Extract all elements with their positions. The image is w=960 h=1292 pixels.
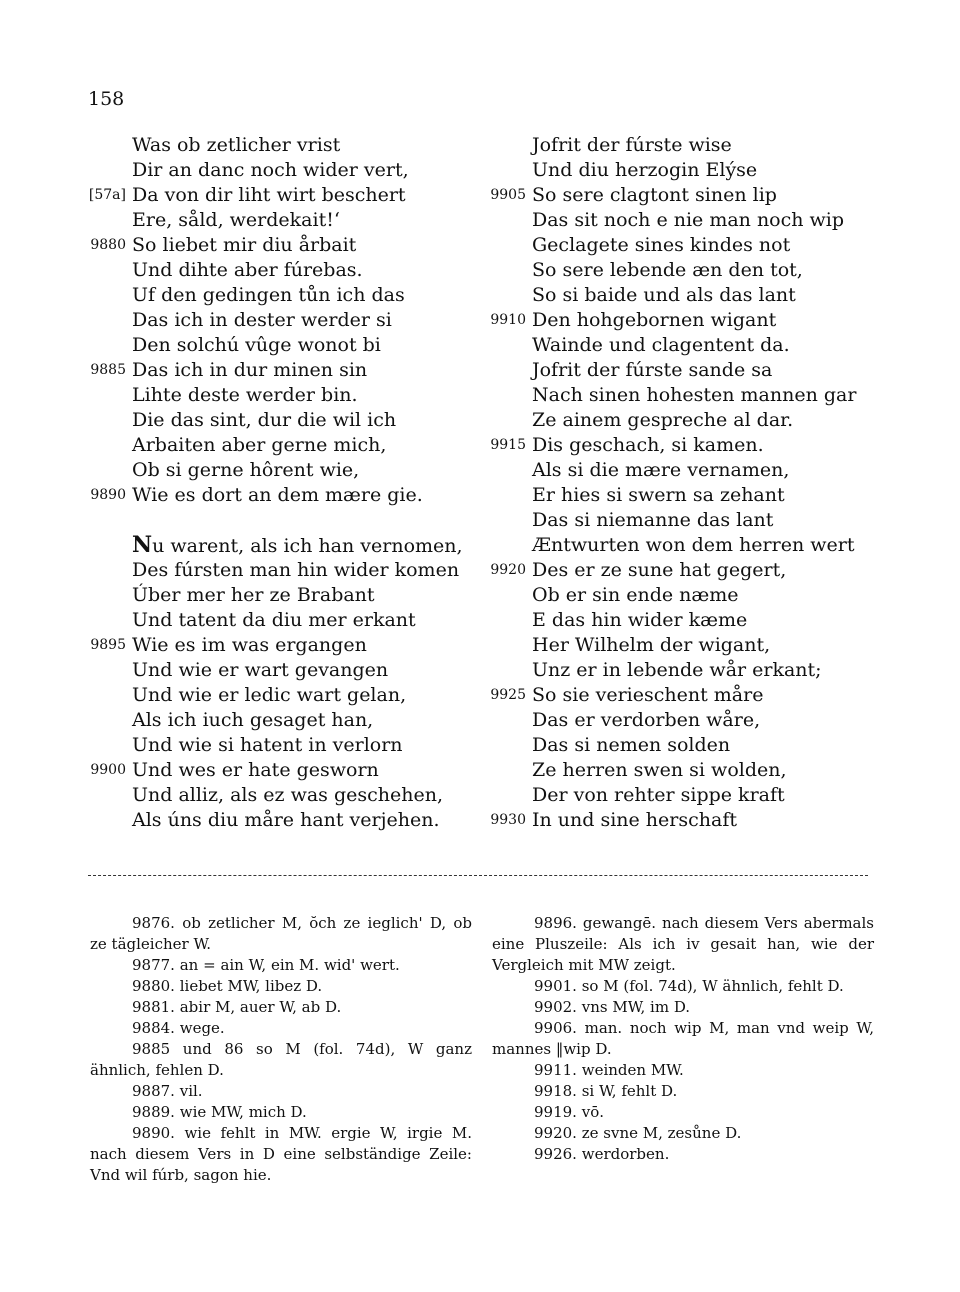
verse-text: Ere, såld, werdekait!‘ xyxy=(132,209,340,231)
verse-text: In und sine herschaft xyxy=(532,809,737,831)
verse-line xyxy=(80,608,480,633)
verse-line xyxy=(480,308,880,333)
footnote-ref: 9906. xyxy=(534,1019,577,1037)
footnote xyxy=(492,1123,874,1144)
verse-text: Wainde und clagentent da. xyxy=(532,334,790,356)
verse-text: E das hin wider kæme xyxy=(532,609,748,631)
verse-line xyxy=(80,258,480,283)
footnote-ref: 9881. xyxy=(132,998,175,1016)
verse-text: Und tatent da diu mer erkant xyxy=(132,609,416,631)
verse-line xyxy=(480,133,880,158)
verse-text: Und wie er ledic wart gelan, xyxy=(132,684,407,706)
line-number: 9920 xyxy=(490,562,526,578)
verse-line xyxy=(80,583,480,608)
verse-line xyxy=(80,633,480,658)
footnote-text: si W, fehlt D. xyxy=(581,1082,678,1100)
footnote-ref: 9911. xyxy=(534,1061,577,1079)
footnote-ref: 9902. xyxy=(534,998,577,1016)
footnote xyxy=(492,976,874,997)
verse-line xyxy=(480,658,880,683)
verse-line xyxy=(80,808,480,833)
verse-text: Was ob zetlicher vrist xyxy=(132,134,341,156)
verse-text: So sie verieschent måre xyxy=(532,684,764,706)
footnote-ref: 9920. xyxy=(534,1124,577,1142)
line-number: 9885 xyxy=(90,362,126,378)
verse-line xyxy=(80,283,480,308)
verse-line xyxy=(80,308,480,333)
verse-line xyxy=(80,433,480,458)
verse-text: Das sit noch e nie man noch wip xyxy=(532,209,845,231)
verse-text: Dis geschach, si kamen. xyxy=(532,434,764,456)
footnote-ref: 9896. xyxy=(534,914,577,932)
initial-letter: N xyxy=(132,532,153,558)
line-number: 9915 xyxy=(490,437,526,453)
verse-line xyxy=(480,433,880,458)
footnote-text: und 86 so M (fol. 74d), W ganz ähnlich, fehlen D. xyxy=(90,1040,472,1079)
verse-text: Und alliz, als ez was geschehen, xyxy=(132,784,444,806)
footnote xyxy=(492,1060,874,1081)
verse-text: u warent, als ich han vernomen, xyxy=(152,535,463,557)
verse-line xyxy=(480,758,880,783)
verse-line xyxy=(80,508,480,533)
verse-text: Ze ainem gespreche al dar. xyxy=(532,409,794,431)
line-number: [57a] xyxy=(88,187,126,203)
verse-text: Geclagete sines kindes not xyxy=(532,234,791,256)
verse-line xyxy=(480,158,880,183)
verse-text: Da von dir liht wirt beschert xyxy=(132,184,406,206)
footnote-ref: 9919. xyxy=(534,1103,577,1121)
footnote-text: gewangē. nach diesem Vers abermals eine Pluszeile: Als ich iv gesait han, wie der Vergleich mit MW zeigt. xyxy=(492,914,874,974)
footnote xyxy=(492,997,874,1018)
footnote-text: so M (fol. 74d), W ähnlich, fehlt D. xyxy=(581,977,844,995)
verse-line xyxy=(80,683,480,708)
verse-text: Ob er sin ende næme xyxy=(532,584,739,606)
footnote-text: abir M, auer W, ab D. xyxy=(179,998,342,1016)
verse-line xyxy=(480,783,880,808)
verse-text: Wie es dort an dem mære gie. xyxy=(132,484,423,506)
verse-text: Ob si gerne hôrent wie, xyxy=(132,459,360,481)
verse-text: Und dihte aber fúrebas. xyxy=(132,259,363,281)
footnote xyxy=(90,1039,472,1081)
verse-text: Als ich iuch gesaget han, xyxy=(132,709,374,731)
footnote xyxy=(90,1123,472,1186)
footnotes-right xyxy=(492,913,874,1165)
footnote-ref: 9885 xyxy=(132,1040,171,1058)
footnote-text: liebet MW, libez D. xyxy=(179,977,323,995)
verse-text: Als úns diu måre hant verjehen. xyxy=(132,809,440,831)
footnote-ref: 9880. xyxy=(132,977,175,995)
verse-line xyxy=(480,508,880,533)
footnote-text: weinden MW. xyxy=(581,1061,684,1079)
verse-line xyxy=(80,133,480,158)
verse-line xyxy=(80,483,480,508)
verse-line xyxy=(480,633,880,658)
verse-text: Und wie er wart gevangen xyxy=(132,659,389,681)
verse-text: Das er verdorben wåre, xyxy=(532,709,761,731)
verse-line xyxy=(80,558,480,583)
footnote xyxy=(90,1102,472,1123)
verse-line xyxy=(80,358,480,383)
verse-text-with-initial xyxy=(132,533,463,559)
verse-line xyxy=(80,533,480,558)
footnote-ref: 9901. xyxy=(534,977,577,995)
verse-line xyxy=(80,208,480,233)
verse-text: Das si niemanne das lant xyxy=(532,509,774,531)
verse-line xyxy=(480,383,880,408)
verse-text: Und wie si hatent in verlorn xyxy=(132,734,403,756)
footnote xyxy=(90,1081,472,1102)
verse-text: Dir an danc noch wider vert, xyxy=(132,159,409,181)
verse-line xyxy=(80,783,480,808)
verse-line xyxy=(80,233,480,258)
footnote xyxy=(492,1102,874,1123)
footnote xyxy=(90,997,472,1018)
verse-text: Als si die mære vernamen, xyxy=(532,459,790,481)
verse-line xyxy=(480,233,880,258)
verse-line xyxy=(480,358,880,383)
verse-text: Und wes er hate gesworn xyxy=(132,759,379,781)
verse-line xyxy=(480,683,880,708)
footnote-ref: 9890. xyxy=(132,1124,175,1142)
footnote xyxy=(90,913,472,955)
verse-text: Das si nemen solden xyxy=(532,734,731,756)
verse-text: Das ich in dur minen sin xyxy=(132,359,368,381)
verse-text: Wie es im was ergangen xyxy=(132,634,367,656)
verse-line xyxy=(480,258,880,283)
footnote-text: an = ain W, ein M. wid' wert. xyxy=(179,956,400,974)
verse-line xyxy=(480,708,880,733)
verse-text: Ze herren swen si wolden, xyxy=(532,759,787,781)
verse-text: So sere lebende æn den tot, xyxy=(532,259,803,281)
verse-line xyxy=(480,208,880,233)
verse-line xyxy=(80,333,480,358)
verse-text: Æntwurten won dem herren wert xyxy=(532,534,855,556)
line-number: 9930 xyxy=(490,812,526,828)
line-number: 9905 xyxy=(490,187,526,203)
footnote xyxy=(492,1018,874,1060)
verse-text: Arbaiten aber gerne mich, xyxy=(132,434,387,456)
verse-text: So sere clagtont sinen lip xyxy=(532,184,777,206)
verse-text: Des fúrsten man hin wider komen xyxy=(132,559,460,581)
verse-line xyxy=(80,733,480,758)
footnote-text: vil. xyxy=(179,1082,203,1100)
verse-line xyxy=(80,183,480,208)
verse-text: Des er ze sune hat gegert, xyxy=(532,559,787,581)
footnote-text: ze svne M, zesůne D. xyxy=(581,1124,742,1142)
footnote-ref: 9884. xyxy=(132,1019,175,1037)
line-number: 9910 xyxy=(490,312,526,328)
verse-line xyxy=(480,183,880,208)
verse-line xyxy=(80,158,480,183)
line-number: 9925 xyxy=(490,687,526,703)
footnote-divider xyxy=(88,875,868,876)
line-number: 9900 xyxy=(90,762,126,778)
verse-text: Her Wilhelm der wigant, xyxy=(532,634,771,656)
verse-text: Jofrit der fúrste wise xyxy=(532,134,732,156)
verse-text: Unz er in lebende wår erkant; xyxy=(532,659,822,681)
verse-text: So si baide und als das lant xyxy=(532,284,796,306)
verse-text: Uf den gedingen tůn ich das xyxy=(132,284,405,306)
verse-line xyxy=(80,383,480,408)
verse-line xyxy=(80,408,480,433)
footnote-text: vns MW, im D. xyxy=(581,998,691,1016)
footnote-ref: 9876. xyxy=(132,914,175,932)
page-number: 158 xyxy=(88,88,125,110)
footnote xyxy=(90,955,472,976)
line-number: 9895 xyxy=(90,637,126,653)
footnote xyxy=(90,1018,472,1039)
footnote xyxy=(492,913,874,976)
footnote xyxy=(492,1081,874,1102)
footnote-ref: 9889. xyxy=(132,1103,175,1121)
verse-line xyxy=(480,558,880,583)
verse-line xyxy=(480,533,880,558)
verse-line xyxy=(480,458,880,483)
verse-text: Jofrit der fúrste sande sa xyxy=(532,359,773,381)
footnote-text: wie fehlt in MW. ergie W, irgie M. nach diesem Vers in D eine selbständige Zeile: Vnd wil fúrb, sagon hie. xyxy=(90,1124,472,1184)
verse-line xyxy=(480,608,880,633)
footnote-text: man. noch wip M, man vnd weip W, mannes ‖wip D. xyxy=(492,1019,874,1058)
footnote-text: werdorben. xyxy=(581,1145,670,1163)
verse-line xyxy=(480,333,880,358)
verse-line xyxy=(480,283,880,308)
verse-text: Den solchú vûge wonot bi xyxy=(132,334,381,356)
verse-text: Lihte deste werder bin. xyxy=(132,384,358,406)
verse-text: Er hies si swern sa zehant xyxy=(532,484,785,506)
footnote-ref: 9918. xyxy=(534,1082,577,1100)
verse-line xyxy=(480,483,880,508)
verse-line xyxy=(80,458,480,483)
footnote-text: ob zetlicher M, ŏch ze ieglich' D, ob ze tägleicher W. xyxy=(90,914,472,953)
footnote-ref: 9887. xyxy=(132,1082,175,1100)
line-number: 9890 xyxy=(90,487,126,503)
verse-line xyxy=(80,708,480,733)
verse-text: Das ich in dester werder si xyxy=(132,309,392,331)
verse-text: So liebet mir diu årbait xyxy=(132,234,357,256)
footnote-text: wege. xyxy=(179,1019,225,1037)
verse-line xyxy=(80,658,480,683)
verse-text: Úber mer her ze Brabant xyxy=(132,584,375,606)
footnote-text: vō. xyxy=(581,1103,605,1121)
verse-column-left xyxy=(80,133,480,833)
verse-text: Den hohgebornen wigant xyxy=(532,309,777,331)
verse-line xyxy=(80,758,480,783)
line-number: 9880 xyxy=(90,237,126,253)
footnote-ref: 9877. xyxy=(132,956,175,974)
footnote xyxy=(492,1144,874,1165)
footnote xyxy=(90,976,472,997)
verse-line xyxy=(480,408,880,433)
verse-text: Der von rehter sippe kraft xyxy=(532,784,785,806)
verse-text: Und diu herzogin Elýse xyxy=(532,159,758,181)
verse-text: Nach sinen hohesten mannen gar xyxy=(532,384,857,406)
verse-line xyxy=(480,733,880,758)
footnote-ref: 9926. xyxy=(534,1145,577,1163)
verse-column-right xyxy=(480,133,880,833)
verse-text: Die das sint, dur die wil ich xyxy=(132,409,397,431)
footnote-text: wie MW, mich D. xyxy=(179,1103,307,1121)
verse-line xyxy=(480,583,880,608)
verse-line xyxy=(480,808,880,833)
footnotes-left xyxy=(90,913,472,1186)
